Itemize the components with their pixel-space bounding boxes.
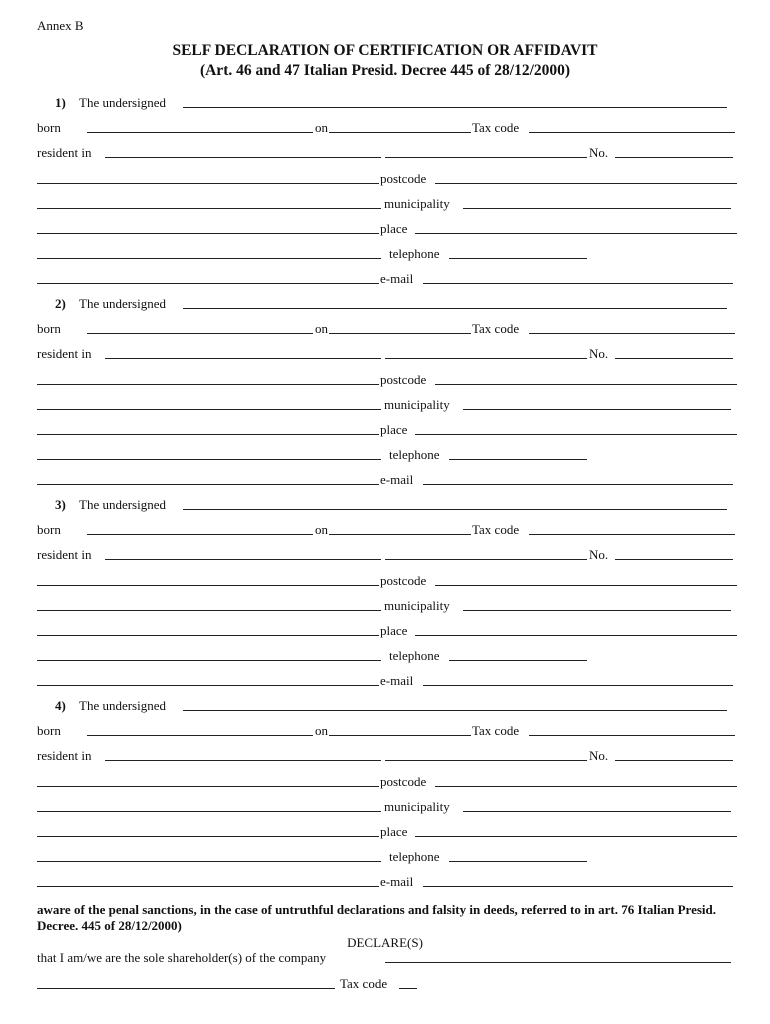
on-label: on (315, 723, 328, 739)
resident-in-label: resident in (37, 547, 92, 563)
document-subtitle: (Art. 46 and 47 Italian Presid. Decree 445 of 28/12/2000) (199, 62, 571, 79)
telephone-label: telephone (389, 648, 440, 664)
municipality-field[interactable] (463, 397, 731, 410)
address-field-2[interactable] (37, 598, 381, 611)
postcode-field[interactable] (435, 774, 737, 787)
undersigned-label: The undersigned (79, 698, 167, 713)
tax-code-label: Tax code (472, 120, 520, 136)
form-row (37, 196, 737, 212)
email-label: e-mail (380, 472, 414, 488)
street-number-label: No. (589, 346, 609, 362)
form-row (37, 296, 737, 312)
form-row (37, 673, 737, 689)
form-row (37, 271, 737, 287)
section-number: 4) (55, 698, 66, 713)
resident-in-label: resident in (37, 145, 92, 161)
section-number: 1) (55, 95, 66, 110)
tax-code-field[interactable] (529, 321, 735, 334)
form-row (37, 698, 737, 714)
place-field[interactable] (415, 221, 737, 234)
address-field[interactable] (37, 774, 379, 787)
form-row (37, 522, 737, 538)
born-label: born (37, 522, 61, 538)
email-field[interactable] (423, 673, 733, 686)
residence-street-field[interactable] (385, 748, 587, 761)
address-field-4[interactable] (37, 246, 381, 259)
form-row (37, 799, 737, 815)
email-label: e-mail (380, 271, 414, 287)
postcode-label: postcode (380, 773, 427, 789)
telephone-label: telephone (389, 246, 440, 262)
tax-code-field[interactable] (529, 120, 735, 133)
on-label: on (315, 120, 328, 136)
form-row (37, 874, 737, 890)
place-label: place (380, 422, 408, 437)
place-field[interactable] (415, 422, 737, 435)
municipality-label: municipality (384, 396, 450, 412)
annex-label: Annex B (37, 18, 84, 33)
undersigned-name-field[interactable] (183, 698, 727, 711)
tax-code-field[interactable] (529, 723, 735, 736)
address-field-5[interactable] (37, 271, 379, 284)
place-label: place (380, 221, 408, 236)
residence-city-field[interactable] (105, 748, 381, 761)
address-field-2[interactable] (37, 799, 381, 812)
address-field-5[interactable] (37, 874, 379, 887)
birthplace-field[interactable] (87, 723, 313, 736)
street-number-label: No. (589, 748, 609, 764)
telephone-field[interactable] (449, 447, 587, 460)
form-row (37, 547, 737, 563)
address-field[interactable] (37, 171, 379, 184)
telephone-field[interactable] (449, 849, 587, 862)
residence-city-field[interactable] (105, 145, 381, 158)
municipality-field[interactable] (463, 598, 731, 611)
postcode-field[interactable] (435, 171, 737, 184)
address-field-3[interactable] (37, 422, 379, 435)
form-row (37, 598, 737, 614)
form-row (37, 723, 737, 739)
form-row (37, 246, 737, 262)
street-number-label: No. (589, 547, 609, 563)
document-title: SELF DECLARATION OF CERTIFICATION OR AFFIDAVIT (172, 42, 598, 59)
form-row (37, 397, 737, 413)
birthplace-field[interactable] (87, 321, 313, 334)
birthdate-field[interactable] (329, 120, 471, 133)
birthdate-field[interactable] (329, 522, 471, 535)
form-row (37, 346, 737, 362)
residence-city-field[interactable] (105, 346, 381, 359)
undersigned-label: The undersigned (79, 95, 167, 110)
telephone-field[interactable] (449, 246, 587, 259)
tax-code-label: Tax code (472, 723, 520, 739)
place-label: place (380, 623, 408, 638)
address-field-5[interactable] (37, 472, 379, 485)
municipality-label: municipality (384, 798, 450, 814)
undersigned-name-field[interactable] (183, 95, 727, 108)
email-field[interactable] (423, 874, 733, 887)
form-row (37, 145, 737, 161)
form-row (37, 95, 737, 111)
form-row (37, 447, 737, 463)
address-field[interactable] (37, 573, 379, 586)
municipality-field[interactable] (463, 196, 731, 209)
undersigned-name-field[interactable] (183, 497, 727, 510)
undersigned-label: The undersigned (79, 296, 167, 311)
form-row (37, 748, 737, 764)
tax-code-label: Tax code (472, 321, 520, 337)
address-field-2[interactable] (37, 196, 381, 209)
resident-in-label: resident in (37, 346, 92, 362)
residence-street-field[interactable] (385, 145, 587, 158)
email-label: e-mail (380, 874, 414, 890)
address-field-5[interactable] (37, 673, 379, 686)
address-field-4[interactable] (37, 447, 381, 460)
declare-heading: DECLARE(S) (347, 935, 423, 950)
form-row (37, 849, 737, 865)
final-tax-code-label: Tax code (340, 976, 388, 991)
address-field-4[interactable] (37, 648, 381, 661)
residence-street-field[interactable] (385, 547, 587, 560)
tax-code-field[interactable] (529, 522, 735, 535)
form-row (37, 774, 737, 790)
address-field-4[interactable] (37, 849, 381, 862)
final-name-field[interactable] (37, 976, 335, 989)
birthplace-field[interactable] (87, 120, 313, 133)
residence-city-field[interactable] (105, 547, 381, 560)
street-number-label: No. (589, 145, 609, 161)
email-label: e-mail (380, 673, 414, 689)
form-row (37, 573, 737, 589)
telephone-label: telephone (389, 447, 440, 463)
form-row (37, 497, 737, 513)
street-number-field[interactable] (615, 547, 733, 560)
postcode-field[interactable] (435, 573, 737, 586)
postcode-field[interactable] (435, 372, 737, 385)
form-row (37, 221, 737, 237)
birthdate-field[interactable] (329, 321, 471, 334)
place-field[interactable] (415, 623, 737, 636)
address-field-2[interactable] (37, 397, 381, 410)
street-number-field[interactable] (615, 748, 733, 761)
address-field[interactable] (37, 372, 379, 385)
telephone-label: telephone (389, 849, 440, 865)
email-field[interactable] (423, 472, 733, 485)
born-label: born (37, 723, 61, 739)
section-number: 2) (55, 296, 66, 311)
final-tax-code-line (37, 976, 737, 992)
section-number: 3) (55, 497, 66, 512)
shareholder-line (37, 950, 737, 966)
postcode-label: postcode (380, 572, 427, 588)
municipality-field[interactable] (463, 799, 731, 812)
undersigned-name-field[interactable] (183, 296, 727, 309)
residence-street-field[interactable] (385, 346, 587, 359)
street-number-field[interactable] (615, 145, 733, 158)
form-row (37, 824, 737, 840)
form-row (37, 422, 737, 438)
address-field-3[interactable] (37, 623, 379, 636)
company-name-field[interactable] (385, 950, 731, 963)
shareholder-label: that I am/we are the sole shareholder(s) of the company (37, 950, 327, 965)
resident-in-label: resident in (37, 748, 92, 764)
birthdate-field[interactable] (329, 723, 471, 736)
postcode-label: postcode (380, 170, 427, 186)
form-row (37, 623, 737, 639)
place-label: place (380, 824, 408, 839)
telephone-field[interactable] (449, 648, 587, 661)
municipality-label: municipality (384, 597, 450, 613)
born-label: born (37, 321, 61, 337)
address-field-3[interactable] (37, 824, 379, 837)
postcode-label: postcode (380, 371, 427, 387)
municipality-label: municipality (384, 195, 450, 211)
on-label: on (315, 321, 328, 337)
address-field-3[interactable] (37, 221, 379, 234)
form-row (37, 171, 737, 187)
form-row (37, 472, 737, 488)
birthplace-field[interactable] (87, 522, 313, 535)
form-row (37, 648, 737, 664)
email-field[interactable] (423, 271, 733, 284)
street-number-field[interactable] (615, 346, 733, 359)
final-tax-code-field[interactable] (399, 976, 417, 989)
born-label: born (37, 120, 61, 136)
form-row (37, 321, 737, 337)
on-label: on (315, 522, 328, 538)
tax-code-label: Tax code (472, 522, 520, 538)
undersigned-label: The undersigned (79, 497, 167, 512)
penal-sanctions-notice: aware of the penal sanctions, in the case of untruthful declarations and falsity in deeds, referred to in art. 76 Italian Presid. Decree. 445 of 28/12/2000) (37, 902, 717, 933)
form-row (37, 372, 737, 388)
place-field[interactable] (415, 824, 737, 837)
form-row (37, 120, 737, 136)
